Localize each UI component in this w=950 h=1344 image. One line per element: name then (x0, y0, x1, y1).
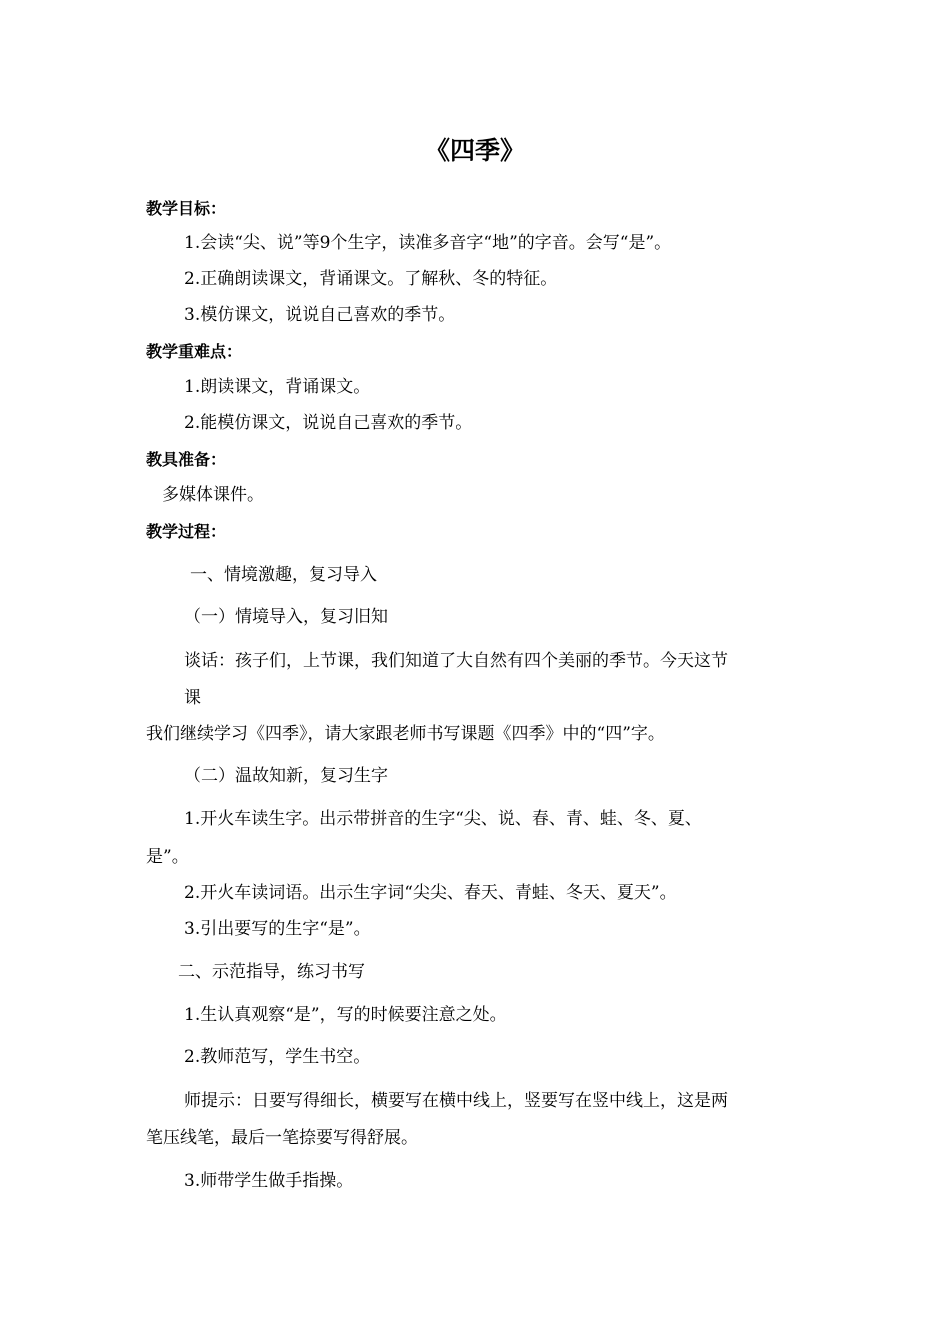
key-point-item-1: 1.朗读课文，背诵课文。 (184, 377, 371, 397)
part2-title: 二、示范指导，练习书写 (178, 962, 365, 982)
key-point-item-2: 2.能模仿课文，说说自己喜欢的季节。 (184, 413, 473, 433)
key-points-heading: 教学重难点： (146, 342, 243, 361)
document-title: 《四季》 (424, 136, 525, 165)
part2-tip-line-2: 笔压线笔，最后一笔捺要写得舒展。 (146, 1128, 418, 1148)
part1-talk-line-3: 我们继续学习《四季》，请大家跟老师书写课题《四季》中的“四”字。 (146, 724, 665, 744)
part2-item-3: 3.师带学生做手指操。 (184, 1171, 354, 1191)
part1-title: 一、情境激趣，复习导入 (190, 565, 377, 585)
objective-item-2: 2.正确朗读课文，背诵课文。了解秋、冬的特征。 (184, 269, 558, 289)
materials-text: 多媒体课件。 (162, 485, 264, 505)
part1-sub2-title: （二）温故知新，复习生字 (184, 766, 388, 786)
objective-item-1: 1.会读“尖、说”等9个生字，读准多音字“地”的字音。会写“是”。 (184, 233, 672, 253)
part1-sub2-item-1-line-2: 是”。 (146, 847, 189, 867)
objective-item-3: 3.模仿课文，说说自己喜欢的季节。 (184, 305, 456, 325)
part1-talk-line-2: 课 (184, 688, 201, 708)
part1-talk-line-1: 谈话：孩子们，上节课，我们知道了大自然有四个美丽的季节。今天这节 (184, 651, 728, 671)
part1-sub2-item-2: 2.开火车读词语。出示生字词“尖尖、春天、青蛙、冬天、夏天”。 (184, 883, 677, 903)
objectives-heading: 教学目标： (146, 199, 227, 218)
part1-sub2-item-1-line-1: 1.开火车读生字。出示带拼音的生字“尖、说、春、青、蛙、冬、夏、 (184, 809, 702, 829)
part2-tip-line-1: 师提示：日要写得细长，横要写在横中线上，竖要写在竖中线上，这是两 (184, 1091, 728, 1111)
part1-sub1-title: （一）情境导入，复习旧知 (184, 607, 388, 627)
process-heading: 教学过程： (146, 522, 227, 541)
part2-item-1: 1.生认真观察“是”，写的时候要注意之处。 (184, 1005, 507, 1025)
materials-heading: 教具准备： (146, 450, 227, 469)
part1-sub2-item-3: 3.引出要写的生字“是”。 (184, 919, 371, 939)
part2-item-2: 2.教师范写，学生书空。 (184, 1047, 371, 1067)
